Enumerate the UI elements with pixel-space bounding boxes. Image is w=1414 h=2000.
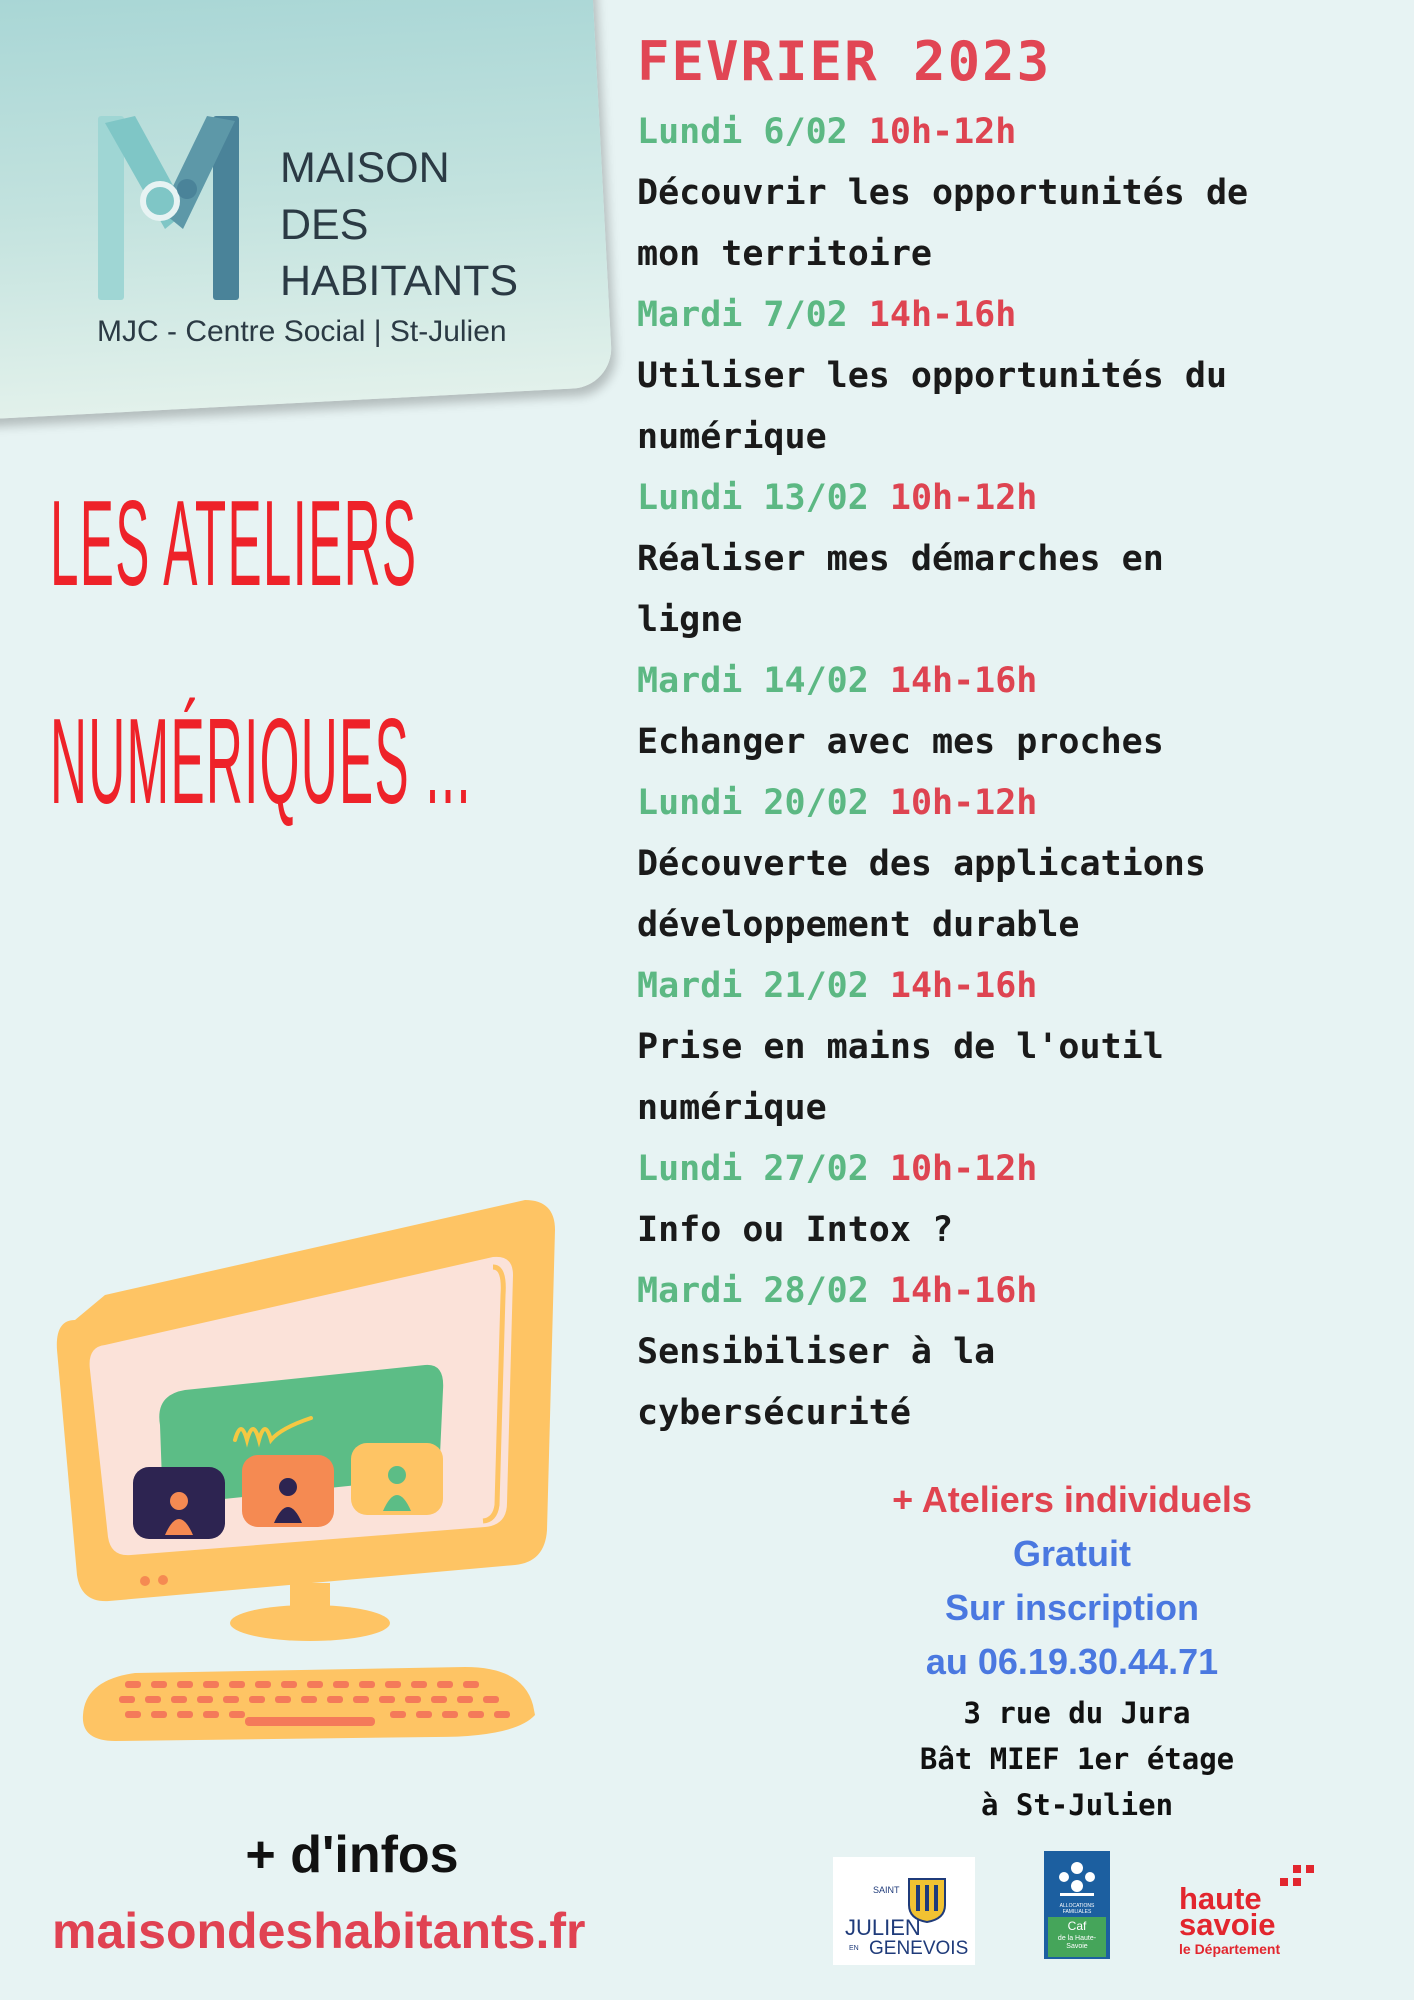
- session-day: Lundi 20/02: [637, 783, 869, 823]
- haute-savoie-logo-icon: [1175, 1863, 1325, 1958]
- logo-m-icon: [95, 113, 265, 303]
- caf-sub: de la Haute-Savoie: [1057, 1935, 1097, 1950]
- address-line1: 3 rue du Jura: [963, 1696, 1191, 1730]
- logo-text-line2: DES: [280, 201, 369, 249]
- session-date-line: [637, 966, 1037, 1006]
- session-activity-line: Prise en mains de l'outil: [637, 1027, 1164, 1067]
- session-date-line: [637, 478, 1037, 518]
- title-line2: NUMÉRIQUES ...: [50, 693, 472, 829]
- computer-illustration-icon: [45, 1185, 565, 1775]
- free-label: Gratuit: [1012, 1533, 1132, 1574]
- session-activity-line: Réaliser mes démarches en: [637, 539, 1164, 579]
- session-day: Lundi 27/02: [637, 1149, 869, 1189]
- title-line1: LES ATELIERS: [50, 475, 418, 611]
- hs-line1: haute: [1179, 1881, 1262, 1916]
- session-activity-line: cybersécurité: [637, 1393, 911, 1433]
- saint-julien-logo-icon: [833, 1857, 975, 1965]
- website-link[interactable]: maisondeshabitants.fr: [52, 1903, 586, 1959]
- session-day: Mardi 14/02: [637, 661, 869, 701]
- sj-bottom: GENEVOIS: [869, 1938, 969, 1959]
- session-date-line: [637, 783, 1037, 823]
- logo-subtitle: MJC - Centre Social | St-Julien: [97, 315, 507, 348]
- address-line2: Bât MIEF 1er étage: [919, 1742, 1235, 1776]
- session-time: 10h-12h: [889, 783, 1038, 823]
- session-date-line: [637, 295, 1016, 335]
- session-date-line: [637, 661, 1037, 701]
- session-date-line: [637, 1149, 1037, 1189]
- session-activity-line: mon territoire: [637, 234, 933, 274]
- session-activity-line: numérique: [637, 1088, 827, 1128]
- session-time: 14h-16h: [889, 1271, 1038, 1311]
- caf-name: Caf: [1067, 1919, 1087, 1933]
- session-time: 14h-16h: [889, 661, 1038, 701]
- session-day: Lundi 13/02: [637, 478, 869, 518]
- session-day: Mardi 7/02: [637, 295, 848, 335]
- caf-logo-icon: [1044, 1851, 1110, 1959]
- logo-text-line3: HABITANTS: [280, 257, 519, 305]
- address-line3: à St-Julien: [980, 1788, 1174, 1822]
- individual-workshops: + Ateliers individuels: [892, 1479, 1252, 1520]
- more-info-label: + d'infos: [245, 1826, 459, 1884]
- session-activity-line: Utiliser les opportunités du: [637, 356, 1228, 396]
- session-date-line: [637, 112, 1016, 152]
- session-activity-line: Sensibiliser à la: [637, 1332, 996, 1372]
- session-day: Mardi 28/02: [637, 1271, 869, 1311]
- session-date-line: [637, 1271, 1037, 1311]
- session-activity-line: Découverte des applications: [637, 844, 1206, 884]
- caf-top: ALLOCATIONS FAMILIALES: [1059, 1903, 1095, 1915]
- session-time: 14h-16h: [868, 295, 1017, 335]
- registration-label: Sur inscription: [944, 1587, 1200, 1628]
- session-activity-line: Info ou Intox ?: [637, 1210, 954, 1250]
- session-time: 10h-12h: [889, 478, 1038, 518]
- month-heading: FEVRIER 2023: [637, 30, 1052, 93]
- sj-main: JULIEN: [845, 1915, 921, 1940]
- phone-number[interactable]: au 06.19.30.44.71: [925, 1641, 1219, 1682]
- session-activity-line: développement durable: [637, 905, 1080, 945]
- session-activity-line: Découvrir les opportunités de: [637, 173, 1249, 213]
- session-time: 14h-16h: [889, 966, 1038, 1006]
- session-activity-line: numérique: [637, 417, 827, 457]
- session-day: Lundi 6/02: [637, 112, 848, 152]
- sj-top: SAINT: [873, 1885, 900, 1895]
- logo-text-line1: MAISON: [280, 144, 450, 192]
- session-day: Mardi 21/02: [637, 966, 869, 1006]
- session-time: 10h-12h: [889, 1149, 1038, 1189]
- hs-line2: savoie: [1179, 1907, 1276, 1942]
- hs-line3: le Département: [1179, 1941, 1281, 1957]
- sj-small: EN: [849, 1945, 859, 1952]
- session-activity-line: ligne: [637, 600, 743, 640]
- session-time: 10h-12h: [868, 112, 1017, 152]
- session-activity-line: Echanger avec mes proches: [637, 722, 1164, 762]
